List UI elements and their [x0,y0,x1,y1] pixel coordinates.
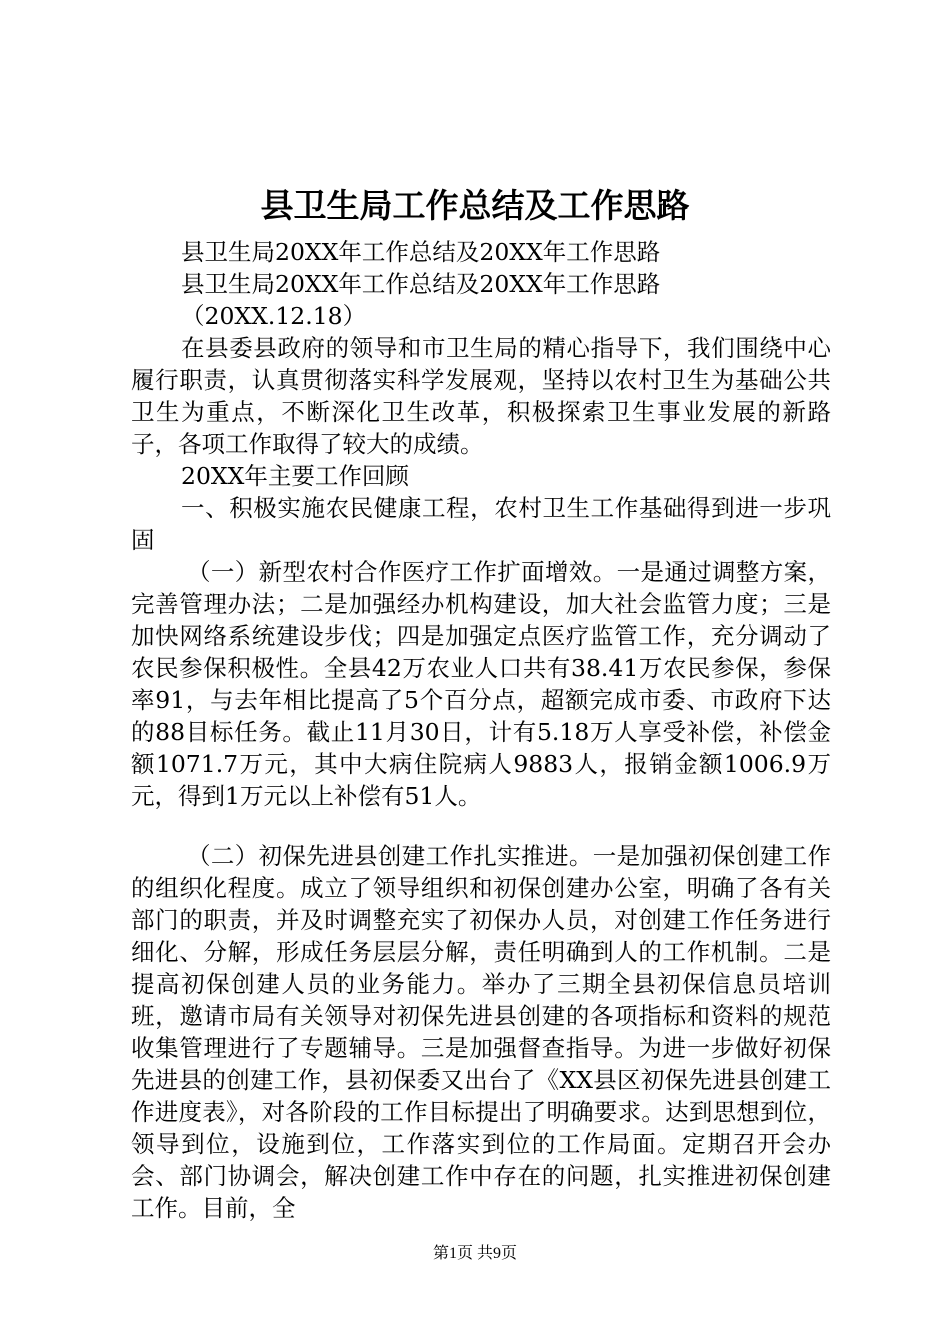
section-heading: 20XX年主要工作回顾 [181,462,409,490]
body-paragraph: （二）初保先进县创建工作扎实推进。一是加强初保创建工作的组织化程度。成立了领导组织和初保创建办公室，明确了各有关部门的职责，并及时调整充实了初保办人员，对创建工作任务进行细化、分解，形成任务层层分解，责任明确到人的工作机制。二是提高初保创建人员的业务能力。举办了三期全县初保信息员培训班，邀请市局有关领导对初保先进县创建的各项指标和资料的规范收集管理进行了专题辅导。三是加强督查指导。为进一步做好初保先进县的创建工作，县初保委又出台了《XX县区初保先进县创建工作进度表》，对各阶段的工作目标提出了明确要求。达到思想到位，领导到位，设施到位，工作落实到位的工作局面。定期召开会办会、部门协调会，解决创建工作中存在的问题，扎实推进初保创建工作。目前，全 [131,842,831,1222]
subtitle-line: 县卫生局20XX年工作总结及20XX年工作思路 [181,238,661,266]
document-title: 县卫生局工作总结及工作思路 [260,186,690,225]
intro-paragraph: 在县委县政府的领导和市卫生局的精心指导下，我们围绕中心履行职责，认真贯彻落实科学发展观，坚持以农村卫生为基础公共卫生为重点，不断深化卫生改革，积极探索卫生事业发展的新路子，各项工作取得了较大的成绩。 [131,334,831,458]
date-line: （20XX.12.18） [181,302,367,330]
body-paragraph: （一）新型农村合作医疗工作扩面增效。一是通过调整方案，完善管理办法；二是加强经办机构建设，加大社会监管力度；三是加快网络系统建设步伐；四是加强定点医疗监管工作，充分调动了农民参保积极性。全县42万农业人口共有38.41万农民参保，参保率91，与去年相比提高了5个百分点，超额完成市委、市政府下达的88目标任务。截止11月30日，计有5.18万人享受补偿，补偿金额1071.7万元，其中大病住院病人9883人，报销金额1006.9万元，得到1万元以上补偿有51人。 [131,558,831,810]
subtitle-line: 县卫生局20XX年工作总结及20XX年工作思路 [181,270,661,298]
document-body [131,236,831,1224]
section-heading: 一、积极实施农民健康工程，农村卫生工作基础得到进一步巩固 [131,494,831,554]
page-footer: 第1页 共9页 [432,1245,517,1262]
paragraph-gap [131,812,831,840]
